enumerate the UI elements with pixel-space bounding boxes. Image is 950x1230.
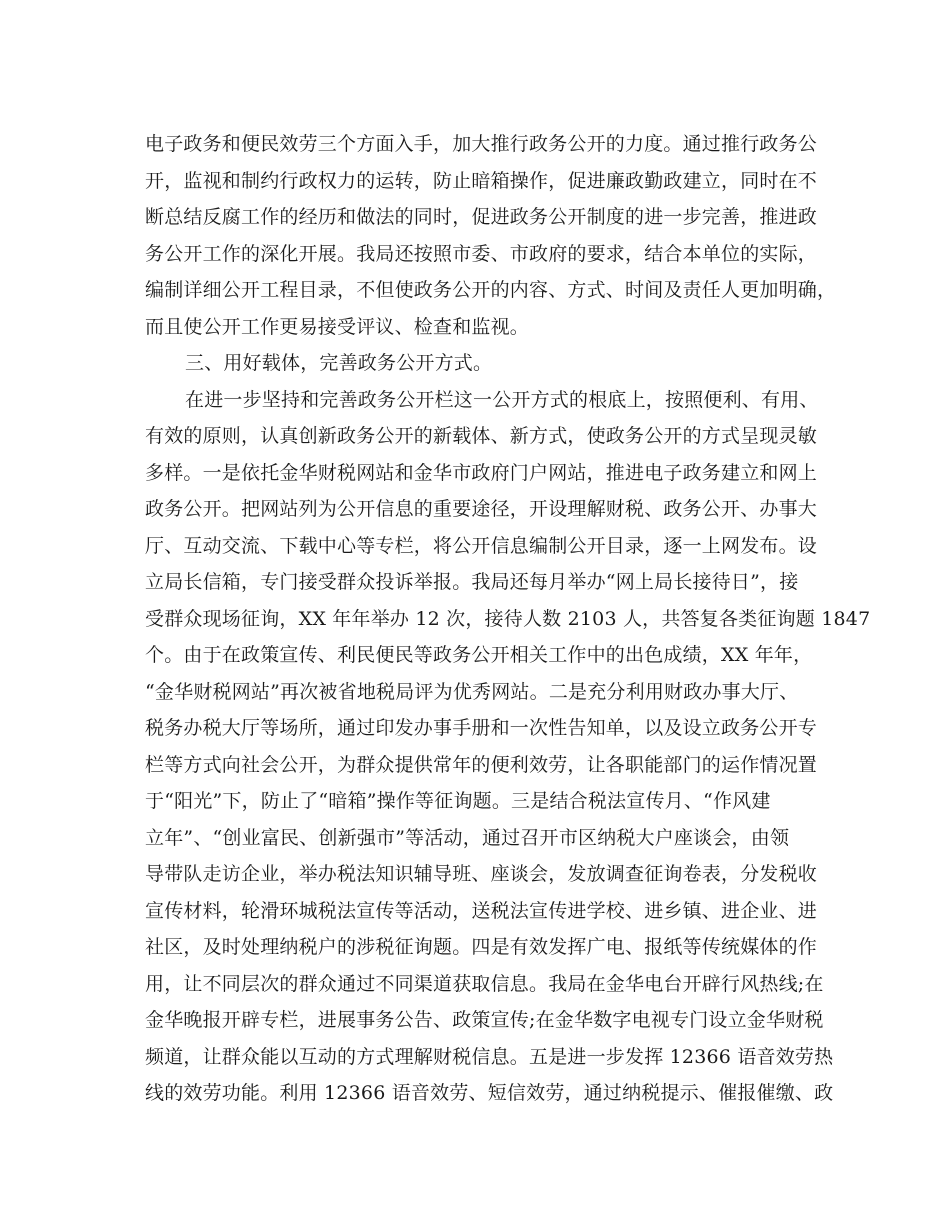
- text-line: 而且使公开工作更易接受评议、检查和监视。: [145, 315, 530, 338]
- text-line: 多样。一是依托金华财税网站和金华市政府门户网站，推进电子政务建立和网上: [145, 461, 818, 484]
- text-line: 线的效劳功能。利用 12366 语音效劳、短信效劳，通过纳税提示、催报催缴、政: [145, 1082, 834, 1104]
- text-line: 立年”、“创业富民、创新强市”等活动，通过召开市区纳税大户座谈会，由领: [145, 826, 790, 849]
- text-line: 在进一步坚持和完善政务公开栏这一公开方式的根底上，按照便利、有用、: [185, 388, 819, 411]
- text-line: 开，监视和制约行政权力的运转，防止暗箱操作，促进廉政勤政建立，同时在不: [145, 169, 818, 192]
- text-line: 政务公开。把网站列为公开信息的重要途径，开设理解财税、政务公开、办事大: [145, 498, 818, 520]
- text-line: 宣传材料，轮滑环城税法宣传等活动，送税法宣传进学校、进乡镇、进企业、进: [145, 899, 818, 922]
- text-line: 频道，让群众能以互动的方式理解财税信息。五是进一步发挥 12366 语音效劳热: [145, 1045, 834, 1068]
- text-line: 受群众现场征询，XX 年年举办 12 次，接待人数 2103 人，共答复各类征询题 1847: [145, 607, 871, 630]
- text-line: 栏等方式向社会公开，为群众提供常年的便利效劳，让各职能部门的运作情况置: [145, 753, 818, 776]
- text-line: 立局长信箱，专门接受群众投诉举报。我局还每月举办“网上局长接待日”，接: [145, 571, 799, 593]
- text-line: 编制详细公开工程目录，不但使政务公开的内容、方式、时间及责任人更加明确，: [145, 279, 837, 301]
- text-line: 社区，及时处理纳税户的涉税征询题。四是有效发挥广电、报纸等传统媒体的作: [145, 936, 818, 958]
- text-line: 税务办税大厅等场所，通过印发办事手册和一次性告知单，以及设立政务公开专: [145, 717, 818, 739]
- text-line: 用，让不同层次的群众通过不同渠道获取信息。我局在金华电台开辟行风热线;在: [145, 972, 824, 995]
- text-line: “金华财税网站”再次被省地税局评为优秀网站。二是充分利用财政办事大厅、: [145, 680, 799, 703]
- text-line: 厅、互动交流、下载中心等专栏，将公开信息编制公开目录，逐一上网发布。设: [145, 534, 818, 557]
- section-heading: 三、用好载体，完善政务公开方式。: [185, 352, 493, 374]
- text-line: 有效的原则，认真创新政务公开的新载体、新方式，使政务公开的方式呈现灵敏: [145, 425, 818, 447]
- text-line: 个。由于在政策宣传、利民便民等政务公开相关工作中的出色成绩，XX 年年，: [145, 644, 813, 666]
- text-line: 电子政务和便民效劳三个方面入手，加大推行政务公开的力度。通过推行政务公: [145, 133, 818, 155]
- text-line: 于“阳光”下，防止了“暗箱”操作等征询题。三是结合税法宣传月、“作风建: [145, 790, 771, 812]
- text-line: 断总结反腐工作的经历和做法的同时，促进政务公开制度的进一步完善，推进政: [145, 206, 818, 228]
- text-line: 务公开工作的深化开展。我局还按照市委、市政府的要求，结合本单位的实际，: [145, 242, 818, 265]
- body-text: [145, 126, 871, 1112]
- text-line: 导带队走访企业，举办税法知识辅导班、座谈会，发放调查征询卷表，分发税收: [145, 863, 818, 885]
- text-line: 金华晚报开辟专栏，进展事务公告、政策宣传;在金华数字电视专门设立金华财税: [145, 1009, 824, 1031]
